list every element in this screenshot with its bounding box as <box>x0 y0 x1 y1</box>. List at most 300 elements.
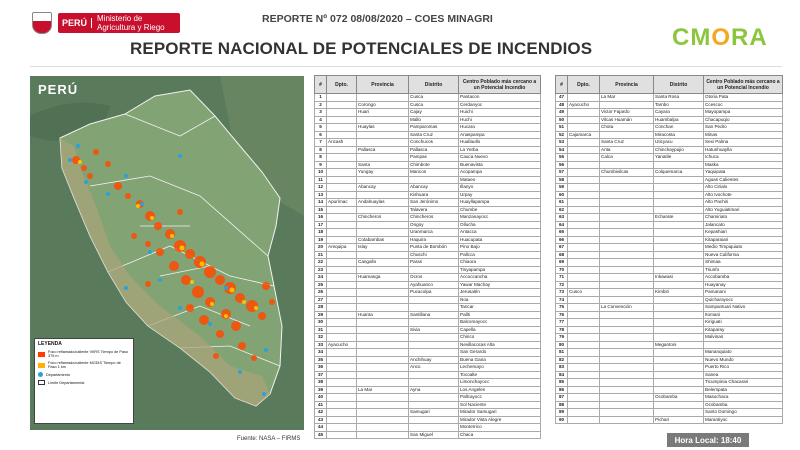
dpto-cell <box>568 169 600 177</box>
dpto-cell <box>568 319 600 327</box>
dpto-cell <box>327 116 357 124</box>
table-row <box>315 206 541 214</box>
table-row <box>315 116 541 124</box>
row-number: 32 <box>315 334 327 342</box>
table-row <box>556 349 783 357</box>
provincia-cell <box>357 221 409 229</box>
centro-poblado-cell: Acopampa <box>459 169 541 177</box>
distrito-cell <box>654 191 704 199</box>
centro-poblado-cell: Cerdanyoc <box>459 101 541 109</box>
table-row <box>556 199 783 207</box>
table-row <box>556 326 783 334</box>
table-row <box>315 259 541 267</box>
centro-poblado-cell: Buena Gana <box>459 356 541 364</box>
dpto-cell <box>568 401 600 409</box>
provincia-cell: Yungay <box>357 169 409 177</box>
centro-poblado-cell: Pamanani <box>704 289 783 297</box>
centro-poblado-cell: San Pedro <box>704 124 783 132</box>
dpto-cell: Cusco <box>568 289 600 297</box>
dpto-cell <box>568 266 600 274</box>
distrito-cell: Miracosta <box>654 131 704 139</box>
row-number: 20 <box>315 244 327 252</box>
row-number: 87 <box>556 394 568 402</box>
dpto-cell <box>568 236 600 244</box>
row-number: 81 <box>556 349 568 357</box>
dpto-cell: Ayacucho <box>568 101 600 109</box>
provincia-cell: Cotabambas <box>357 236 409 244</box>
distrito-cell <box>654 326 704 334</box>
provincia-cell <box>600 176 654 184</box>
centro-poblado-cell: Itomani <box>704 311 783 319</box>
row-number: 62 <box>556 206 568 214</box>
header-divider <box>30 66 782 67</box>
distrito-cell <box>409 379 459 387</box>
centro-poblado-cell: Pallti <box>459 311 541 319</box>
centro-poblado-cell: Accoccancha <box>459 274 541 282</box>
dpto-cell <box>568 161 600 169</box>
dpto-cell <box>568 154 600 162</box>
provincia-cell <box>600 259 654 267</box>
row-number: 17 <box>315 221 327 229</box>
provincia-cell <box>357 424 409 432</box>
row-number: 6 <box>315 131 327 139</box>
row-number: 63 <box>556 214 568 222</box>
table-row <box>556 214 783 222</box>
distrito-cell: Pallasca <box>409 146 459 154</box>
centro-poblado-cell: Nueva California <box>704 251 783 259</box>
col-provincia: Provincia <box>600 76 654 94</box>
col-dpto: Dpto. <box>568 76 600 94</box>
report-number: REPORTE Nº 072 08/08/2020 – COES MINAGRI <box>262 13 493 25</box>
dpto-cell <box>568 274 600 282</box>
distrito-cell: Ocobamba <box>654 394 704 402</box>
provincia-cell <box>357 191 409 199</box>
centro-poblado-cell: Sampantuari Nativo <box>704 304 783 312</box>
provincia-cell <box>357 251 409 259</box>
table-row <box>556 416 783 424</box>
dpto-cell <box>327 124 357 132</box>
dpto-cell <box>327 274 357 282</box>
distrito-cell: Cajay <box>409 109 459 117</box>
row-number: 82 <box>556 356 568 364</box>
distrito-cell: Santillana <box>409 311 459 319</box>
provincia-cell <box>357 349 409 357</box>
row-number: 49 <box>556 109 568 117</box>
distrito-cell <box>409 304 459 312</box>
centro-poblado-cell: Aguas Calientes <box>704 176 783 184</box>
row-number: 8 <box>315 146 327 154</box>
distrito-cell: Cusca <box>409 94 459 102</box>
dpto-cell <box>568 281 600 289</box>
row-number: 56 <box>556 161 568 169</box>
dpto-cell: Apurímac <box>327 199 357 207</box>
provincia-cell <box>357 394 409 402</box>
provincia-cell <box>600 401 654 409</box>
provincia-cell <box>600 206 654 214</box>
provincia-cell <box>357 154 409 162</box>
distrito-cell: Colquemarca <box>654 169 704 177</box>
table-row <box>556 341 783 349</box>
distrito-cell: Anchihuay <box>409 356 459 364</box>
table-header-row <box>556 76 783 94</box>
centro-poblado-cell: Masuchaca <box>704 394 783 402</box>
dpto-cell <box>568 379 600 387</box>
centro-poblado-cell: Huayllapampa <box>459 199 541 207</box>
local-time-badge: Hora Local: 18:40 <box>667 433 749 447</box>
hotspot-table-left <box>314 75 541 439</box>
government-logo <box>32 12 182 34</box>
provincia-cell <box>357 139 409 147</box>
distrito-cell <box>654 386 704 394</box>
dpto-cell <box>327 131 357 139</box>
row-number: 2 <box>315 101 327 109</box>
distrito-cell: Cayara <box>654 109 704 117</box>
table-row <box>556 334 783 342</box>
centro-poblado-cell: Anaspampa <box>459 131 541 139</box>
table-row <box>315 274 541 282</box>
distrito-cell <box>409 349 459 357</box>
distrito-cell <box>654 259 704 267</box>
centro-poblado-cell: Tancar <box>459 304 541 312</box>
distrito-cell: Mallo <box>409 116 459 124</box>
dpto-cell <box>327 206 357 214</box>
provincia-cell: La Convención <box>600 304 654 312</box>
dpto-cell <box>568 221 600 229</box>
row-number: 13 <box>315 191 327 199</box>
centro-poblado-cell: Medio Timpiquiato <box>704 244 783 252</box>
distrito-cell <box>654 161 704 169</box>
row-number: 64 <box>556 221 568 229</box>
row-number: 37 <box>315 371 327 379</box>
provincia-cell: Corongo <box>357 101 409 109</box>
distrito-cell: Yanatile <box>654 154 704 162</box>
row-number: 34 <box>315 349 327 357</box>
table-row <box>556 259 783 267</box>
row-number: 48 <box>556 101 568 109</box>
row-number: 57 <box>556 169 568 177</box>
centro-poblado-cell: Pallcayocc <box>459 394 541 402</box>
row-number: 65 <box>556 229 568 237</box>
centro-poblado-cell: Minas <box>704 131 783 139</box>
dpto-cell <box>327 184 357 192</box>
provincia-cell <box>357 131 409 139</box>
fire-map <box>30 76 304 430</box>
provincia-cell <box>600 199 654 207</box>
provincia-cell <box>357 304 409 312</box>
provincia-cell <box>357 341 409 349</box>
row-number: 12 <box>315 184 327 192</box>
provincia-cell: La Mar <box>600 94 654 102</box>
centro-poblado-cell: Alto Ivochote <box>704 191 783 199</box>
centro-poblado-cell: Kepashiari <box>704 229 783 237</box>
centro-poblado-cell: Chaca <box>459 431 541 439</box>
distrito-cell <box>409 319 459 327</box>
row-number: 47 <box>556 94 568 102</box>
provincia-cell <box>357 229 409 237</box>
distrito-cell <box>654 379 704 387</box>
dpto-cell <box>327 379 357 387</box>
row-number: 51 <box>556 124 568 132</box>
dpto-cell <box>568 394 600 402</box>
dpto-cell <box>327 146 357 154</box>
provincia-cell <box>600 221 654 229</box>
provincia-cell <box>600 356 654 364</box>
distrito-cell <box>654 311 704 319</box>
provincia-cell <box>357 94 409 102</box>
table-row <box>315 326 541 334</box>
provincia-cell <box>600 191 654 199</box>
distrito-cell: Chincheros <box>409 214 459 222</box>
table-row <box>315 109 541 117</box>
dpto-cell <box>568 356 600 364</box>
provincia-cell: Cangallo <box>357 259 409 267</box>
row-number: 28 <box>315 304 327 312</box>
row-number: 80 <box>556 341 568 349</box>
provincia-cell <box>357 401 409 409</box>
centro-poblado-cell: Hucara <box>459 124 541 132</box>
row-number: 52 <box>556 131 568 139</box>
provincia-cell <box>600 131 654 139</box>
distrito-cell: Pampas <box>409 154 459 162</box>
row-number: 19 <box>315 236 327 244</box>
row-number: 71 <box>556 274 568 282</box>
provincia-cell <box>600 281 654 289</box>
row-number: 53 <box>556 139 568 147</box>
table-row <box>556 116 783 124</box>
distrito-cell <box>409 266 459 274</box>
row-number: 4 <box>315 116 327 124</box>
provincia-cell <box>357 371 409 379</box>
provincia-cell <box>600 244 654 252</box>
table-row <box>315 169 541 177</box>
legend-item: Departamento <box>38 372 130 377</box>
dpto-cell <box>327 394 357 402</box>
provincia-cell <box>600 101 654 109</box>
provincia-cell <box>600 296 654 304</box>
row-number: 78 <box>556 326 568 334</box>
provincia-cell <box>600 364 654 372</box>
row-number: 23 <box>315 266 327 274</box>
table-row <box>556 319 783 327</box>
provincia-cell <box>600 311 654 319</box>
centro-poblado-cell: Alto Cirialo <box>704 184 783 192</box>
provincia-cell <box>357 431 409 439</box>
centro-poblado-cell: Urpay <box>459 191 541 199</box>
centro-poblado-cell: Malvinas <box>704 334 783 342</box>
distrito-cell <box>654 176 704 184</box>
distrito-cell <box>654 199 704 207</box>
row-number: 1 <box>315 94 327 102</box>
distrito-cell: Santa Rosa <box>654 94 704 102</box>
provincia-cell: Chincheros <box>357 214 409 222</box>
centro-poblado-cell: Otoria Pata <box>704 94 783 102</box>
map-legend <box>34 338 134 424</box>
row-number: 16 <box>315 214 327 222</box>
row-number: 31 <box>315 326 327 334</box>
provincia-cell <box>357 296 409 304</box>
centro-poblado-cell: Mananquiato <box>704 349 783 357</box>
table-row <box>315 386 541 394</box>
centro-poblado-cell: Yawar Machay <box>459 281 541 289</box>
table-row <box>556 356 783 364</box>
distrito-cell: Talavera <box>409 206 459 214</box>
centro-poblado-cell: Alto Yuguiatimari <box>704 206 783 214</box>
table-row <box>556 146 783 154</box>
dpto-cell <box>568 341 600 349</box>
table-row <box>315 184 541 192</box>
centro-poblado-cell: Limonchayocc <box>459 379 541 387</box>
dpto-cell <box>568 116 600 124</box>
centro-poblado-cell: Yaquipata <box>704 169 783 177</box>
distrito-cell <box>409 371 459 379</box>
row-number: 69 <box>556 259 568 267</box>
dpto-cell <box>327 169 357 177</box>
col-provincia: Provincia <box>357 76 409 94</box>
distrito-cell <box>654 304 704 312</box>
centro-poblado-cell: Capella <box>459 326 541 334</box>
hotspot-table-right <box>555 75 783 424</box>
coat-of-arms-icon <box>32 12 52 34</box>
provincia-cell <box>357 116 409 124</box>
distrito-cell: Paras <box>409 259 459 267</box>
centro-poblado-cell: Marantiyoc <box>704 416 783 424</box>
dpto-cell <box>327 236 357 244</box>
table-row <box>556 364 783 372</box>
provincia-cell <box>357 379 409 387</box>
table-row <box>315 401 541 409</box>
distrito-cell: Anco <box>409 364 459 372</box>
dpto-cell: Arequipa <box>327 244 357 252</box>
distrito-cell <box>409 296 459 304</box>
distrito-cell: Cusca <box>409 101 459 109</box>
centro-poblado-cell: Balcomayocc <box>459 319 541 327</box>
dpto-cell <box>327 221 357 229</box>
centro-poblado-cell: Triunfo <box>704 266 783 274</box>
dpto-cell <box>568 334 600 342</box>
centro-poblado-cell: Chirico <box>459 334 541 342</box>
table-row <box>315 139 541 147</box>
centro-poblado-cell: Cauca Nuevo <box>459 154 541 162</box>
centro-poblado-cell: Hatunhuaylla <box>704 146 783 154</box>
distrito-cell: Santa Cruz <box>409 131 459 139</box>
centro-poblado-cell: Ccescoc <box>704 101 783 109</box>
row-number: 5 <box>315 124 327 132</box>
col-num: # <box>315 76 327 94</box>
row-number: 36 <box>315 364 327 372</box>
centro-poblado-cell: Lechemayo <box>459 364 541 372</box>
table-row <box>556 109 783 117</box>
provincia-cell: Huanta <box>357 311 409 319</box>
centro-poblado-cell: Ichuca <box>704 154 783 162</box>
provincia-cell <box>600 229 654 237</box>
dpto-cell <box>327 281 357 289</box>
dpto-cell <box>327 334 357 342</box>
distrito-cell: Samugari <box>409 409 459 417</box>
centro-poblado-cell: La Yerba <box>459 146 541 154</box>
centro-poblado-cell: Santo Domingo <box>704 409 783 417</box>
table-row <box>315 349 541 357</box>
distrito-cell <box>654 221 704 229</box>
table-row <box>315 296 541 304</box>
distrito-cell: Kishuara <box>409 191 459 199</box>
row-number: 84 <box>556 371 568 379</box>
row-number: 11 <box>315 176 327 184</box>
row-number: 39 <box>315 386 327 394</box>
distrito-cell: Haquira <box>409 236 459 244</box>
distrito-cell <box>654 244 704 252</box>
provincia-cell: Pallasca <box>357 146 409 154</box>
provincia-cell: Andahuaylas <box>357 199 409 207</box>
row-number: 55 <box>556 154 568 162</box>
row-number: 21 <box>315 251 327 259</box>
table-row <box>556 281 783 289</box>
department-swatch <box>38 372 43 377</box>
distrito-cell <box>409 416 459 424</box>
dpto-cell <box>568 409 600 417</box>
row-number: 30 <box>315 319 327 327</box>
provincia-cell <box>357 289 409 297</box>
col-num: # <box>556 76 568 94</box>
provincia-cell <box>600 334 654 342</box>
legend-item: Foco reflamado/caliente VIIRS Tiempo de Paso 375 m <box>38 350 130 358</box>
provincia-cell <box>357 176 409 184</box>
provincia-cell: Anta <box>600 146 654 154</box>
provincia-cell <box>600 289 654 297</box>
provincia-cell: Huamanga <box>357 274 409 282</box>
dpto-cell <box>568 191 600 199</box>
provincia-cell <box>600 184 654 192</box>
dpto-cell <box>568 416 600 424</box>
map-title: PERÚ <box>38 82 79 97</box>
ministry-name: Ministerio de Agricultura y Riego <box>97 14 165 32</box>
dpto-cell <box>327 266 357 274</box>
legend-item: Límite Departamental <box>38 380 130 385</box>
provincia-cell: Santa Cruz <box>600 139 654 147</box>
dpto-cell <box>568 311 600 319</box>
provincia-cell: Huaylas <box>357 124 409 132</box>
dpto-cell <box>327 356 357 364</box>
dpto-cell <box>568 199 600 207</box>
distrito-cell <box>409 394 459 402</box>
distrito-cell <box>654 266 704 274</box>
dpto-cell <box>327 386 357 394</box>
centro-poblado-cell: Jerusalén <box>459 289 541 297</box>
centro-poblado-cell: Huacupata <box>459 236 541 244</box>
table-row <box>315 161 541 169</box>
provincia-cell <box>600 349 654 357</box>
distrito-cell: Conchan <box>654 124 704 132</box>
dpto-cell <box>327 176 357 184</box>
table-row <box>315 176 541 184</box>
distrito-cell <box>409 424 459 432</box>
centro-poblado-cell: Antacca <box>459 229 541 237</box>
provincia-cell: Vilcas Huamán <box>600 116 654 124</box>
table-row <box>315 289 541 297</box>
dpto-cell <box>327 296 357 304</box>
dpto-cell <box>327 431 357 439</box>
provincia-cell <box>357 416 409 424</box>
table-row <box>556 311 783 319</box>
dpto-cell <box>568 109 600 117</box>
row-number: 86 <box>556 386 568 394</box>
table-row <box>556 274 783 282</box>
row-number: 41 <box>315 401 327 409</box>
table-row <box>315 191 541 199</box>
legend-item: Foco reflamado/caliente MODIS Tiempo de Paso 1 km <box>38 361 130 369</box>
table-row <box>556 296 783 304</box>
dpto-cell <box>568 259 600 267</box>
distrito-cell <box>409 401 459 409</box>
